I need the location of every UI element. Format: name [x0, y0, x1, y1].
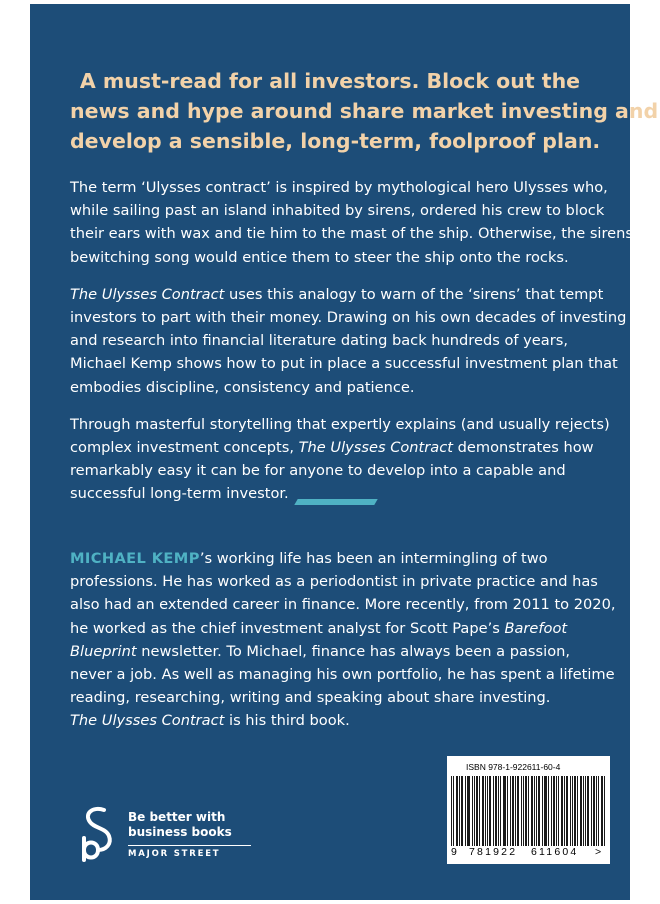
publisher-name: MAJOR STREET — [128, 849, 221, 859]
barcode-bar — [598, 776, 599, 846]
barcode-bar — [515, 776, 516, 846]
text-fragment: newsletter. To Michael, finance has always been a passion, — [136, 642, 571, 660]
text-line: investors to part with their money. Drawing on his own decades of investing — [70, 309, 627, 327]
barcode-bar — [562, 776, 563, 846]
barcode-bar — [580, 776, 581, 846]
text-fragment: ’s working life has been an intermingling of two — [199, 550, 548, 567]
barcode-bar — [544, 776, 545, 846]
barcode-bar — [461, 776, 462, 846]
text-line: while sailing past an island inhabited by sirens, ordered his crew to block — [70, 202, 605, 220]
publisher-logo-icon — [78, 804, 116, 864]
text-line: professions. He has worked as a periodontist in private practice and has — [70, 573, 598, 591]
barcode-bar — [498, 776, 499, 846]
barcode-bar — [575, 776, 576, 846]
text-line: and research into financial literature dating back hundreds of years, — [70, 332, 568, 350]
barcode-bar — [495, 776, 496, 846]
barcode-digits — [451, 846, 605, 860]
barcode-bar — [534, 776, 535, 846]
barcode-arrow: > — [595, 846, 602, 858]
barcode-bars — [451, 776, 605, 846]
barcode-bar — [566, 776, 567, 846]
text-line: remarkably easy it can be for anyone to develop into a capable and — [70, 462, 566, 480]
barcode-bar — [507, 776, 508, 846]
barcode-bar — [451, 776, 452, 846]
publisher-slogan-line: Be better with — [128, 810, 226, 824]
barcode-bar — [546, 776, 547, 846]
text-line — [70, 617, 600, 640]
publisher-slogan-line: business books — [128, 825, 232, 839]
barcode-bar — [604, 776, 605, 846]
barcode-bar — [505, 776, 506, 846]
text-line — [70, 640, 600, 663]
barcode-bar — [593, 776, 594, 846]
barcode-digit-group: 611604 — [531, 846, 579, 858]
barcode-bar — [551, 776, 552, 846]
barcode-bar — [479, 776, 480, 846]
text-line: embodies discipline, consistency and patience. — [70, 378, 415, 396]
barcode-bar — [588, 776, 589, 846]
barcode-bar — [526, 776, 527, 846]
publisher-rule — [128, 845, 251, 846]
barcode-bar — [489, 776, 490, 846]
barcode-bar — [477, 776, 478, 846]
text-line: their ears with wax and tie him to the mast of the ship. Otherwise, the sirens’ — [70, 225, 638, 243]
barcode-bar — [556, 776, 557, 846]
description-paragraph-1 — [70, 176, 638, 269]
barcode-bar — [531, 776, 532, 846]
barcode-bar — [510, 776, 511, 846]
text-line — [70, 283, 604, 306]
barcode-bar — [594, 776, 595, 846]
text-line: Michael Kemp shows how to put in place a successful investment plan that — [70, 355, 618, 373]
barcode-bar — [521, 776, 522, 846]
text-line: also had an extended career in finance. More recently, from 2011 to 2020, — [70, 596, 616, 614]
newsletter-title-italic: Blueprint — [70, 642, 137, 660]
barcode-bar — [513, 776, 514, 846]
barcode-bar — [465, 776, 466, 846]
barcode-bar — [523, 776, 524, 846]
barcode-digit-group: 781922 — [469, 846, 518, 858]
barcode-bar — [487, 776, 488, 846]
tagline — [70, 66, 659, 156]
section-divider — [294, 499, 377, 505]
barcode-bar — [538, 776, 539, 846]
barcode-bar — [585, 776, 586, 846]
tagline-line: A must-read for all investors. Block out the — [79, 69, 581, 93]
barcode-bar — [483, 776, 484, 846]
barcode-bar — [504, 776, 505, 846]
barcode-bar — [602, 776, 603, 846]
barcode-bar — [496, 776, 497, 846]
barcode-bar — [469, 776, 470, 846]
author-bio — [70, 547, 616, 733]
text-line — [70, 436, 594, 459]
barcode-bar — [467, 776, 468, 846]
barcode-bar — [485, 776, 486, 846]
barcode-bar — [574, 776, 575, 846]
barcode-bar — [472, 776, 473, 846]
barcode-bar — [517, 776, 518, 846]
book-title-italic: The Ulysses Contract — [298, 439, 453, 457]
book-title-italic: The Ulysses Contract — [70, 285, 225, 303]
description-paragraph-3 — [70, 413, 610, 506]
barcode-bar — [548, 776, 549, 846]
barcode-bar — [476, 776, 477, 846]
barcode-bar — [564, 776, 565, 846]
newsletter-title-italic: Barefoot — [504, 619, 568, 637]
barcode-bar — [591, 776, 592, 846]
barcode-bar — [532, 776, 533, 846]
barcode-bar — [539, 776, 540, 846]
barcode-bar — [567, 776, 568, 846]
barcode-bar — [482, 776, 483, 846]
isbn-barcode — [447, 756, 610, 864]
barcode-bar — [456, 776, 457, 846]
book-title-italic: The Ulysses Contract — [70, 712, 225, 730]
barcode-bar — [577, 776, 578, 846]
barcode-bar — [490, 776, 491, 846]
text-fragment: uses this analogy to warn of the ‘sirens’ that tempt — [224, 285, 604, 303]
text-fragment: complex investment concepts, — [70, 439, 299, 457]
barcode-bar — [453, 776, 454, 846]
author-name: MICHAEL KEMP — [70, 550, 200, 567]
barcode-bar — [596, 776, 597, 846]
book-back-cover — [30, 4, 659, 900]
text-fragment: he worked as the chief investment analyst for Scott Pape’s — [70, 619, 505, 637]
barcode-bar — [561, 776, 562, 846]
text-fragment: is his third book. — [224, 712, 350, 730]
tagline-line: news and hype around share market investing and — [70, 99, 659, 123]
text-line: bewitching song would entice them to steer the ship onto the rocks. — [70, 248, 569, 266]
barcode-bar — [503, 776, 504, 846]
barcode-bar — [583, 776, 584, 846]
barcode-bar — [512, 776, 513, 846]
text-line — [70, 709, 600, 732]
text-line: never a job. As well as managing his own portfolio, he has spent a lifetime — [70, 666, 615, 684]
barcode-bar — [542, 776, 543, 846]
isbn-label: ISBN 978-1-922611-60-4 — [466, 762, 561, 772]
publisher-block — [78, 804, 278, 864]
barcode-bar — [468, 776, 469, 846]
book-description — [70, 176, 638, 520]
barcode-digit-first: 9 — [451, 846, 457, 858]
barcode-bar — [545, 776, 546, 846]
barcode-bar — [459, 776, 460, 846]
barcode-bar — [601, 776, 602, 846]
text-line: The term ‘Ulysses contract’ is inspired by mythological hero Ulysses who, — [70, 179, 608, 196]
barcode-bar — [553, 776, 554, 846]
text-line: Through masterful storytelling that expertly explains (and usually rejects) — [70, 415, 610, 433]
barcode-bar — [500, 776, 501, 846]
barcode-bar — [558, 776, 559, 846]
barcode-bar — [581, 776, 582, 846]
text-line: successful long-term investor. — [70, 485, 289, 503]
description-paragraph-2 — [70, 283, 627, 399]
barcode-bar — [525, 776, 526, 846]
barcode-bar — [518, 776, 519, 846]
barcode-bar — [474, 776, 475, 846]
text-line: reading, researching, writing and speaking about share investing. — [70, 689, 551, 707]
barcode-bar — [536, 776, 537, 846]
barcode-bar — [554, 776, 555, 846]
text-line — [70, 547, 600, 570]
barcode-bar — [570, 776, 571, 846]
barcode-bar — [572, 776, 573, 846]
text-fragment: demonstrates how — [452, 439, 594, 457]
barcode-bar — [587, 776, 588, 846]
barcode-bar — [457, 776, 458, 846]
tagline-line: develop a sensible, long-term, foolproof plan. — [70, 129, 601, 153]
barcode-bar — [528, 776, 529, 846]
barcode-bar — [462, 776, 463, 846]
barcode-bar — [493, 776, 494, 846]
